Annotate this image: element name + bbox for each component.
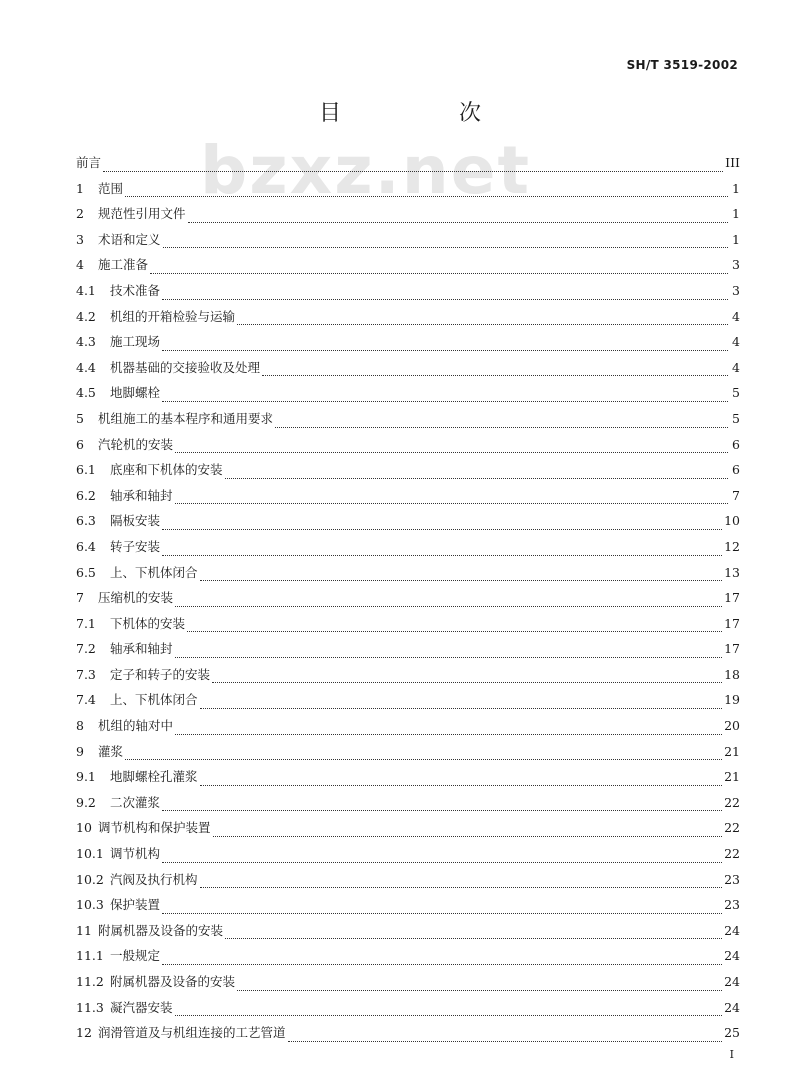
- toc-entry-page: 4: [732, 359, 740, 375]
- toc-dot-leader: [162, 350, 728, 351]
- toc-entry-number: 6.2: [76, 487, 96, 503]
- toc-entry-number: 4.5: [76, 385, 96, 401]
- toc-entry-page: 21: [724, 743, 740, 759]
- toc-entry-number: 7.1: [76, 615, 96, 631]
- toc-entry-page: III: [725, 155, 740, 170]
- toc-dot-leader: [225, 938, 722, 939]
- toc-dot-leader: [175, 657, 723, 658]
- toc-dot-leader: [200, 708, 723, 709]
- toc-entry-number: 7.2: [76, 641, 96, 657]
- toc-entry-number: 9: [76, 743, 84, 759]
- toc-entry[interactable]: [76, 380, 740, 406]
- toc-entry-title: 下机体的安装: [110, 615, 186, 631]
- toc-entry-title: 保护装置: [110, 897, 161, 913]
- toc-entry[interactable]: [76, 969, 740, 995]
- toc-entry-title: 机组的开箱检验与运输: [110, 308, 236, 324]
- toc-entry[interactable]: [76, 201, 740, 227]
- toc-entry-title: 底座和下机体的安装: [110, 462, 223, 478]
- toc-entry-page: 23: [724, 897, 740, 913]
- toc-entry-page: 4: [732, 308, 740, 324]
- toc-entry-number: 4.3: [76, 334, 96, 350]
- toc-entry-title: 调节机构和保护装置: [98, 820, 211, 836]
- toc-dot-leader: [200, 580, 723, 581]
- toc-entry-page: 20: [724, 718, 740, 734]
- toc-dot-leader: [125, 759, 722, 760]
- toc-entry-title: 一般规定: [110, 948, 161, 964]
- toc-entry-number: 11.2: [76, 974, 104, 989]
- toc-dot-leader: [175, 606, 722, 607]
- toc-entry-number: 11.1: [76, 948, 104, 964]
- toc-entry-number: 8: [76, 718, 84, 734]
- toc-entry-page: 10: [724, 513, 740, 529]
- toc-dot-leader: [188, 222, 728, 223]
- toc-dot-leader: [162, 401, 728, 402]
- toc-dot-leader: [103, 171, 723, 172]
- toc-dot-leader: [200, 887, 723, 888]
- toc-entry-title: 机器基础的交接验收及处理: [110, 359, 261, 375]
- toc-entry-page: 22: [724, 846, 740, 862]
- toc-entry-title: 施工准备: [98, 257, 149, 273]
- toc-entry-title: 附属机器及设备的安装: [98, 922, 224, 938]
- toc-entry[interactable]: [76, 227, 740, 253]
- toc-entry-title: 附属机器及设备的安装: [110, 974, 236, 989]
- toc-entry-title: 机组施工的基本程序和通用要求: [98, 410, 274, 426]
- toc-entry-page: 5: [732, 410, 740, 426]
- toc-entry-title: 压缩机的安装: [98, 590, 174, 606]
- toc-entry-page: 5: [732, 385, 740, 401]
- toc-entry[interactable]: [76, 508, 740, 534]
- toc-entry-number: 11.3: [76, 999, 104, 1015]
- toc-entry-title: 汽轮机的安装: [98, 436, 174, 452]
- toc-entry-number: 4: [76, 257, 84, 273]
- toc-entry-number: 4.4: [76, 359, 96, 375]
- toc-dot-leader: [237, 990, 722, 991]
- page-title-char-1: 目: [318, 101, 341, 126]
- toc-entry-number: 2: [76, 206, 84, 222]
- toc-entry-number: 6.3: [76, 513, 96, 529]
- toc-entry-number: 7.3: [76, 666, 96, 682]
- toc-entry-page: 1: [732, 180, 740, 196]
- toc-entry-page: 22: [724, 820, 740, 836]
- toc-entry[interactable]: [76, 739, 740, 765]
- toc-dot-leader: [175, 1015, 723, 1016]
- toc-entry[interactable]: [76, 304, 740, 330]
- toc-dot-leader: [262, 375, 728, 376]
- toc-entry-page: 24: [724, 948, 740, 964]
- toc-entry[interactable]: [76, 841, 740, 867]
- toc-entry-title: 轴承和轴封: [110, 487, 173, 503]
- toc-dot-leader: [163, 247, 728, 248]
- toc-entry[interactable]: [76, 764, 740, 790]
- toc-entry[interactable]: [76, 278, 740, 304]
- toc-entry-number: 9.2: [76, 794, 96, 810]
- toc-entry-number: 1: [76, 180, 84, 196]
- toc-entry-title: 定子和转子的安装: [110, 666, 211, 682]
- toc-entry[interactable]: [76, 329, 740, 355]
- toc-entry-page: 1: [732, 206, 740, 222]
- page-title: [0, 96, 800, 127]
- standard-code: SH/T 3519-2002: [626, 58, 738, 72]
- toc-dot-leader: [187, 631, 722, 632]
- toc-entry[interactable]: [76, 585, 740, 611]
- toc-dot-leader: [162, 555, 722, 556]
- toc-dot-leader: [225, 478, 728, 479]
- toc-entry[interactable]: [76, 918, 740, 944]
- toc-entry[interactable]: [76, 892, 740, 918]
- toc-entry-title: 凝汽器安装: [110, 999, 173, 1015]
- toc-entry-page: 6: [732, 436, 740, 452]
- toc-entry-number: 10.3: [76, 897, 104, 913]
- toc-entry-title: 地脚螺栓孔灌浆: [110, 769, 198, 785]
- toc-entry-number: 9.1: [76, 769, 96, 785]
- toc-entry-title: 前言: [76, 155, 102, 170]
- toc-entry-title: 范围: [98, 180, 124, 196]
- toc-entry-page: 24: [724, 999, 740, 1015]
- toc-entry-number: 10.1: [76, 846, 104, 862]
- toc-entry-number: 3: [76, 231, 84, 247]
- toc-entry-page: 17: [724, 641, 740, 657]
- toc-entry-page: 24: [724, 974, 740, 989]
- toc-entry[interactable]: [76, 150, 740, 176]
- toc-entry[interactable]: [76, 406, 740, 432]
- toc-dot-leader: [175, 734, 722, 735]
- toc-entry-page: 3: [732, 257, 740, 273]
- toc-entry[interactable]: [76, 1020, 740, 1046]
- toc-entry-title: 地脚螺栓: [110, 385, 161, 401]
- toc-entry[interactable]: [76, 611, 740, 637]
- toc-entry-title: 调节机构: [110, 846, 161, 862]
- toc-dot-leader: [125, 196, 728, 197]
- watermark: bzxz.net: [200, 132, 532, 209]
- toc-entry[interactable]: [76, 457, 740, 483]
- toc-dot-leader: [162, 862, 722, 863]
- toc-entry[interactable]: [76, 662, 740, 688]
- toc-entry[interactable]: [76, 790, 740, 816]
- toc-entry-page: 25: [724, 1025, 740, 1041]
- toc-entry-title: 上、下机体闭合: [110, 692, 198, 708]
- page-title-char-2: 次: [459, 101, 482, 126]
- toc-entry-title: 润滑管道及与机组连接的工艺管道: [98, 1025, 286, 1041]
- toc-entry-number: 4.1: [76, 282, 96, 298]
- toc-entry-number: 6.5: [76, 564, 96, 580]
- toc-dot-leader: [175, 452, 728, 453]
- toc-entry-number: 7: [76, 590, 84, 606]
- toc-entry-number: 6.1: [76, 462, 96, 478]
- toc-entry-title: 灌浆: [98, 743, 124, 759]
- toc-dot-leader: [162, 964, 722, 965]
- toc-entry[interactable]: [76, 713, 740, 739]
- toc-entry-page: 3: [732, 282, 740, 298]
- toc-entry-page: 12: [724, 538, 740, 554]
- toc-entry[interactable]: [76, 176, 740, 202]
- toc-entry-page: 24: [724, 922, 740, 938]
- toc-entry-title: 轴承和轴封: [110, 641, 173, 657]
- toc-entry[interactable]: [76, 995, 740, 1021]
- toc-entry-page: 4: [732, 334, 740, 350]
- toc-dot-leader: [212, 682, 722, 683]
- toc-entry[interactable]: [76, 355, 740, 381]
- toc-entry-number: 5: [76, 410, 84, 426]
- toc-entry[interactable]: [76, 943, 740, 969]
- toc-entry-number: 4.2: [76, 308, 96, 324]
- toc-entry-title: 技术准备: [110, 282, 161, 298]
- toc-dot-leader: [200, 785, 723, 786]
- toc-entry[interactable]: [76, 252, 740, 278]
- toc-entry-title: 机组的轴对中: [98, 718, 174, 734]
- toc-entry-title: 隔板安装: [110, 513, 161, 529]
- toc-entry-page: 23: [724, 871, 740, 887]
- toc-entry[interactable]: [76, 867, 740, 893]
- toc-entry-number: 6: [76, 436, 84, 452]
- toc-entry-number: 11: [76, 922, 92, 938]
- toc-dot-leader: [162, 299, 728, 300]
- toc-entry-title: 规范性引用文件: [98, 206, 186, 222]
- toc-entry-number: 12: [76, 1025, 92, 1041]
- toc-entry-page: 1: [732, 231, 740, 247]
- toc-entry-page: 22: [724, 794, 740, 810]
- toc-entry[interactable]: [76, 534, 740, 560]
- toc-entry-number: 7.4: [76, 692, 96, 708]
- toc-entry-page: 17: [724, 590, 740, 606]
- toc-entry[interactable]: [76, 483, 740, 509]
- toc-entry-page: 18: [724, 666, 740, 682]
- toc-entry-number: 6.4: [76, 538, 96, 554]
- toc-dot-leader: [162, 810, 722, 811]
- toc-entry-number: 10: [76, 820, 92, 836]
- toc-dot-leader: [150, 273, 728, 274]
- toc-entry-page: 17: [724, 615, 740, 631]
- toc-entry[interactable]: [76, 636, 740, 662]
- toc-entry-page: 19: [724, 692, 740, 708]
- toc-entry-number: 10.2: [76, 871, 104, 887]
- toc-dot-leader: [175, 503, 728, 504]
- toc-dot-leader: [213, 836, 723, 837]
- toc-entry-page: 13: [724, 564, 740, 580]
- toc-entry-title: 二次灌浆: [110, 794, 161, 810]
- toc-dot-leader: [288, 1041, 723, 1042]
- toc-entry-title: 转子安装: [110, 538, 161, 554]
- toc-entry-title: 施工现场: [110, 334, 161, 350]
- toc-entry-page: 6: [732, 462, 740, 478]
- table-of-contents: [76, 150, 740, 1046]
- toc-entry[interactable]: [76, 687, 740, 713]
- toc-entry-title: 上、下机体闭合: [110, 564, 198, 580]
- toc-entry-title: 汽阀及执行机构: [110, 871, 198, 887]
- toc-entry-title: 术语和定义: [98, 231, 161, 247]
- toc-entry[interactable]: [76, 432, 740, 458]
- toc-dot-leader: [162, 529, 722, 530]
- toc-entry-page: 7: [732, 487, 740, 503]
- toc-entry[interactable]: [76, 560, 740, 586]
- toc-dot-leader: [275, 427, 728, 428]
- toc-dot-leader: [162, 913, 722, 914]
- page-number: I: [729, 1048, 734, 1061]
- toc-dot-leader: [237, 324, 728, 325]
- toc-entry[interactable]: [76, 815, 740, 841]
- toc-entry-page: 21: [724, 769, 740, 785]
